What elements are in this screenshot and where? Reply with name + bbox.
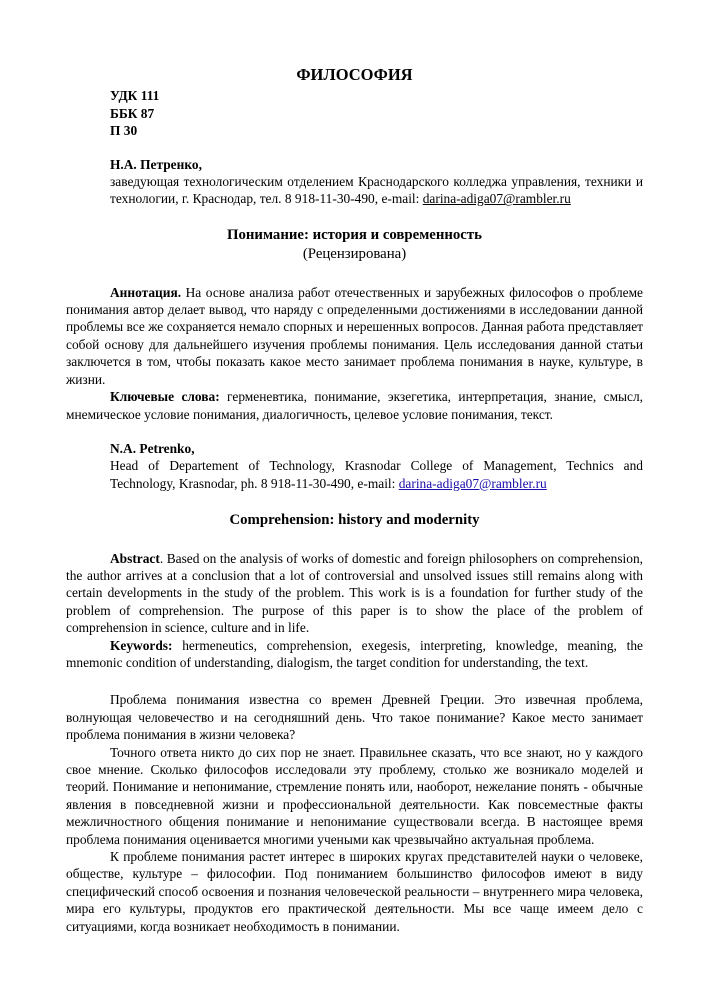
ru-abstract-text: На основе анализа работ отечественных и зарубежных философов о проблеме понимания автор делает вывод, что наряду с определенными достижениями в исследовании данной проблемы все же сохраняется немало спорных и нерешенных вопросов. Данная работа представляет собой основу для дальнейшего изучения проблемы понимания. Цель исследования данной статьи заключется в том, чтобы показать какое место занимает проблема понимания в науке, культуре, в жизни. [66, 284, 643, 387]
en-author-name: N.A. Petrenko, [110, 440, 195, 456]
en-abstract [66, 550, 643, 637]
en-abstract-text: . Based on the analysis of works of domestic and foreign philosophers on comprehension, the author arrives at a conclusion that a lot of controversial and unsolved issues still remains along with certain developments in the study of the problem. This work is is a foundation for further study of the problem of comprehension. The purpose of this paper is to show the place of the problem of comprehension in science, culture and in life. [66, 550, 643, 636]
bbk-code: ББК 87 [110, 105, 155, 121]
ru-keywords [66, 388, 643, 423]
ru-email-link[interactable]: darina-adiga07@rambler.ru [422, 191, 571, 207]
ru-affiliation-text: заведующая технологическим отделением Краснодарского колледжа управления, техники и технологии, г. Краснодар, тел. 8 918-11-30-490, e-mail: [110, 174, 643, 207]
en-affiliation-text: Head of Departement of Technology, Krasnodar College of Management, Technics and Technology, Krasnodar, ph. 8 918-11-30-490, e-mail: [110, 458, 643, 491]
ru-abstract [66, 284, 643, 388]
section-heading: ФИЛОСОФИЯ [296, 65, 413, 84]
ru-author-affiliation [110, 173, 643, 208]
ru-review-note: (Рецензирована) [302, 246, 407, 263]
en-author-affiliation [110, 457, 643, 492]
author-mark-code: П 30 [110, 123, 138, 139]
ru-article-title: Понимание: история и современность [227, 226, 482, 243]
ru-abstract-label: Аннотация. [110, 284, 182, 300]
body-paragraph: К проблеме понимания растет интерес в широких кругах представителей науки о человеке, обществе, культуре – философии. Под пониманием большинство философов имеют в виду специфический способ освоения и познания человеческой реальности – внутреннего мира человека, мира его культуры, продуктов его практической деятельности. Мы все чаще имеем дело с ситуациями, когда возникает необходимость в понимании. [66, 849, 643, 934]
body-paragraph: Точного ответа никто до сих пор не знает. Правильнее сказать, что все знают, но у каждого свое мнение. Сколько философов исследовали эту проблему, столько же возникало моделей и теорий. Понимание и непонимание, стремление понять или, наоборот, нежелание понять - обычные явления в повседневной жизни и профессиональной деятельности. Как повсеместные факты межличностного общения понимание и непонимание существовали всегда. В настоящее время проблема понимания оценивается многими учеными как чрезвычайно актуальная проблема. [66, 744, 643, 847]
ru-author-name: Н.А. Петренко, [110, 156, 202, 172]
en-keywords-label: Keywords: [110, 637, 173, 653]
ru-keywords-label: Ключевые слова: [110, 389, 220, 405]
classification-codes [110, 87, 643, 139]
en-abstract-label: Abstract [110, 550, 160, 566]
ru-keywords-text: герменевтика, понимание, экзегетика, интерпретация, знание, смысл, мнемическое условие понимания, диалогичность, целевое условие понимания, текст. [66, 389, 644, 422]
udk-code: УДК 111 [110, 88, 160, 104]
body-paragraph: Проблема понимания известна со времен Древней Греции. Это извечная проблема, волнующая человечество и на сегодняшний день. Что такое понимание? Какое место занимает проблема понимания в жизни человека? [66, 692, 643, 743]
en-keywords [66, 637, 643, 672]
en-article-title: Comprehension: history and modernity [229, 512, 480, 529]
en-keywords-text: hermeneutics, comprehension, exegesis, interpreting, knowledge, meaning, the mnemonic condition of understanding, dialogism, the target condition for understanding, the text. [66, 637, 643, 670]
en-email-link[interactable]: darina-adiga07@rambler.ru [398, 475, 547, 491]
